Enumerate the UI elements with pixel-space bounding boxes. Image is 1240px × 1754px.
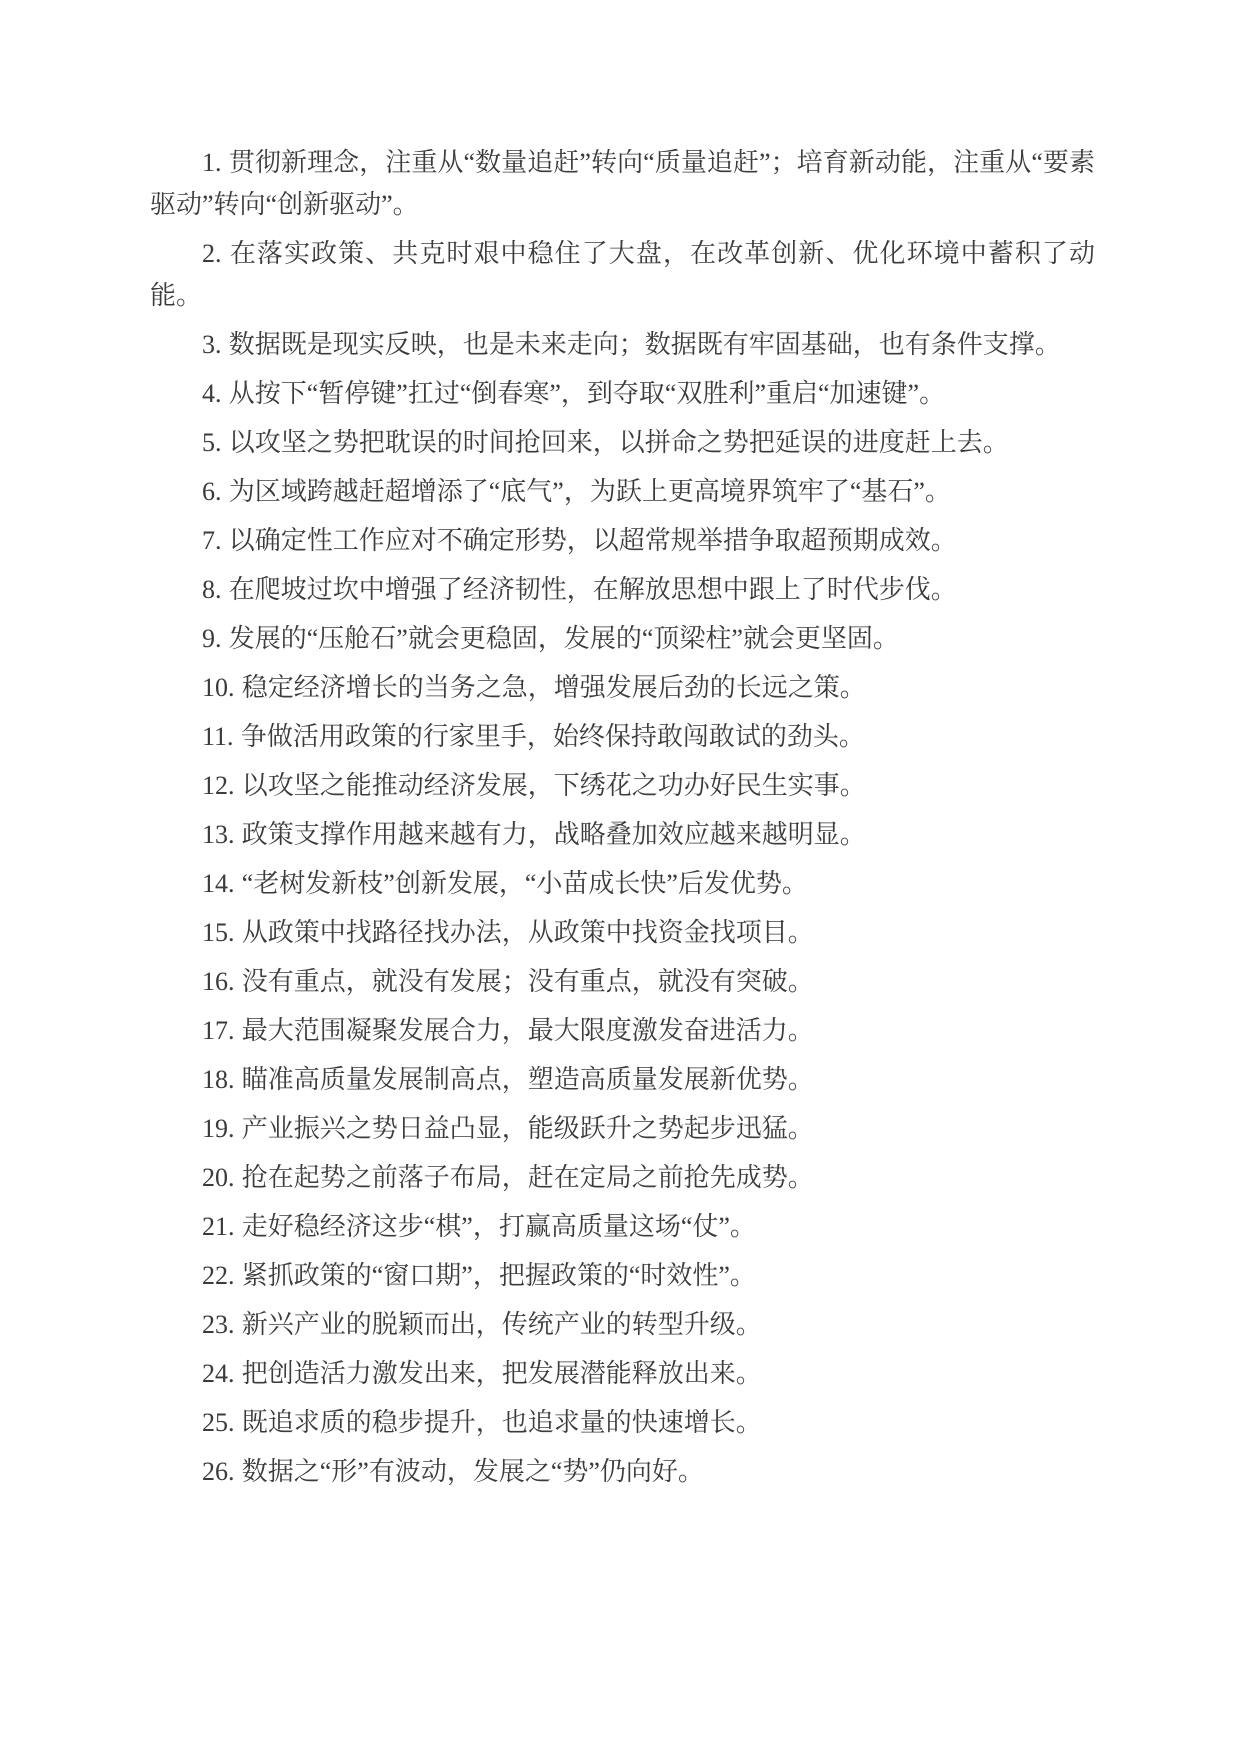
- item-number: 13.: [202, 820, 235, 849]
- item-text: 数据既是现实反映，也是未来走向；数据既有牢固基础，也有条件支撑。: [228, 330, 1061, 359]
- item-text: 在爬坡过坎中增强了经济韧性，在解放思想中跟上了时代步伐。: [228, 575, 957, 604]
- list-item: [150, 1255, 1095, 1297]
- item-text: 政策支撑作用越来越有力，战略叠加效应越来越明显。: [241, 820, 866, 849]
- list-item: [150, 618, 1095, 660]
- item-number: 21.: [202, 1212, 235, 1241]
- list-item: [150, 814, 1095, 856]
- list-item: [150, 1353, 1095, 1395]
- item-text: 最大范围凝聚发展合力，最大限度激发奋进活力。: [241, 1016, 814, 1045]
- list-item: [150, 716, 1095, 758]
- item-number: 18.: [202, 1065, 235, 1094]
- item-number: 3.: [202, 330, 222, 359]
- item-number: 20.: [202, 1163, 235, 1192]
- document-body: [150, 142, 1095, 1500]
- item-text: 紧抓政策的“窗口期”，把握政策的“时效性”。: [241, 1261, 756, 1290]
- list-item: [150, 1157, 1095, 1199]
- list-item: [150, 569, 1095, 611]
- item-text: 抢在起势之前落子布局，赶在定局之前抢先成势。: [241, 1163, 814, 1192]
- item-number: 6.: [202, 477, 222, 506]
- item-text: 从按下“暂停键”扛过“倒春寒”，到夺取“双胜利”重启“加速键”。: [228, 379, 946, 408]
- item-text: 为区域跨越赶超增添了“底气”，为跃上更高境界筑牢了“基石”。: [228, 477, 951, 506]
- item-number: 19.: [202, 1114, 235, 1143]
- item-number: 12.: [202, 771, 235, 800]
- item-number: 14.: [202, 869, 235, 898]
- list-item: [150, 961, 1095, 1003]
- item-number: 2.: [202, 239, 222, 268]
- list-item: [150, 1059, 1095, 1101]
- item-text: 没有重点，就没有发展；没有重点，就没有突破。: [241, 967, 814, 996]
- list-item: [150, 1108, 1095, 1150]
- item-number: 8.: [202, 575, 222, 604]
- item-text: 产业振兴之势日益凸显，能级跃升之势起步迅猛。: [241, 1114, 814, 1143]
- list-item: [150, 520, 1095, 562]
- item-number: 23.: [202, 1310, 235, 1339]
- list-item: [150, 765, 1095, 807]
- list-item: [150, 422, 1095, 464]
- item-text: 争做活用政策的行家里手，始终保持敢闯敢试的劲头。: [240, 722, 865, 751]
- item-text: 把创造活力激发出来，把发展潜能释放出来。: [241, 1359, 762, 1388]
- item-text: 以攻坚之能推动经济发展，下绣花之功办好民生实事。: [241, 771, 866, 800]
- item-number: 10.: [202, 673, 235, 702]
- item-text: 数据之“形”有波动，发展之“势”仍向好。: [241, 1457, 704, 1486]
- list-item: [150, 1402, 1095, 1444]
- item-text: 以攻坚之势把耽误的时间抢回来，以拼命之势把延误的进度赶上去。: [228, 428, 1009, 457]
- item-text: 以确定性工作应对不确定形势，以超常规举措争取超预期成效。: [228, 526, 957, 555]
- list-item: [150, 863, 1095, 905]
- item-text: 稳定经济增长的当务之急，增强发展后劲的长远之策。: [241, 673, 866, 702]
- item-number: 24.: [202, 1359, 235, 1388]
- item-text: 发展的“压舱石”就会更稳固，发展的“顶梁柱”就会更坚固。: [228, 624, 899, 653]
- item-number: 5.: [202, 428, 222, 457]
- list-item: [150, 471, 1095, 513]
- item-number: 11.: [202, 722, 234, 751]
- item-number: 1.: [202, 148, 222, 177]
- list-item: [150, 1010, 1095, 1052]
- item-number: 9.: [202, 624, 222, 653]
- item-text: 瞄准高质量发展制高点，塑造高质量发展新优势。: [241, 1065, 814, 1094]
- item-number: 26.: [202, 1457, 235, 1486]
- item-number: 16.: [202, 967, 235, 996]
- item-text: 既追求质的稳步提升，也追求量的快速增长。: [241, 1408, 762, 1437]
- item-text: 走好稳经济这步“棋”，打赢高质量这场“仗”。: [241, 1212, 756, 1241]
- list-item: [150, 142, 1095, 226]
- list-item: [150, 667, 1095, 709]
- item-number: 17.: [202, 1016, 235, 1045]
- item-text: 在落实政策、共克时艰中稳住了大盘，在改革创新、优化环境中蓄积了动能。: [150, 239, 1095, 310]
- list-item: [150, 324, 1095, 366]
- item-text: 新兴产业的脱颖而出，传统产业的转型升级。: [241, 1310, 762, 1339]
- list-item: [150, 912, 1095, 954]
- item-number: 7.: [202, 526, 222, 555]
- item-number: 15.: [202, 918, 235, 947]
- list-item: [150, 1206, 1095, 1248]
- list-item: [150, 1304, 1095, 1346]
- list-item: [150, 373, 1095, 415]
- item-text: “老树发新枝”创新发展，“小苗成长快”后发优势。: [241, 869, 808, 898]
- item-number: 25.: [202, 1408, 235, 1437]
- item-text: 从政策中找路径找办法，从政策中找资金找项目。: [241, 918, 814, 947]
- list-item: [150, 1451, 1095, 1493]
- item-number: 22.: [202, 1261, 235, 1290]
- item-text: 贯彻新理念，注重从“数量追赶”转向“质量追赶”；培育新动能，注重从“要素驱动”转向“创新驱动”。: [150, 148, 1095, 219]
- item-number: 4.: [202, 379, 222, 408]
- list-item: [150, 233, 1095, 317]
